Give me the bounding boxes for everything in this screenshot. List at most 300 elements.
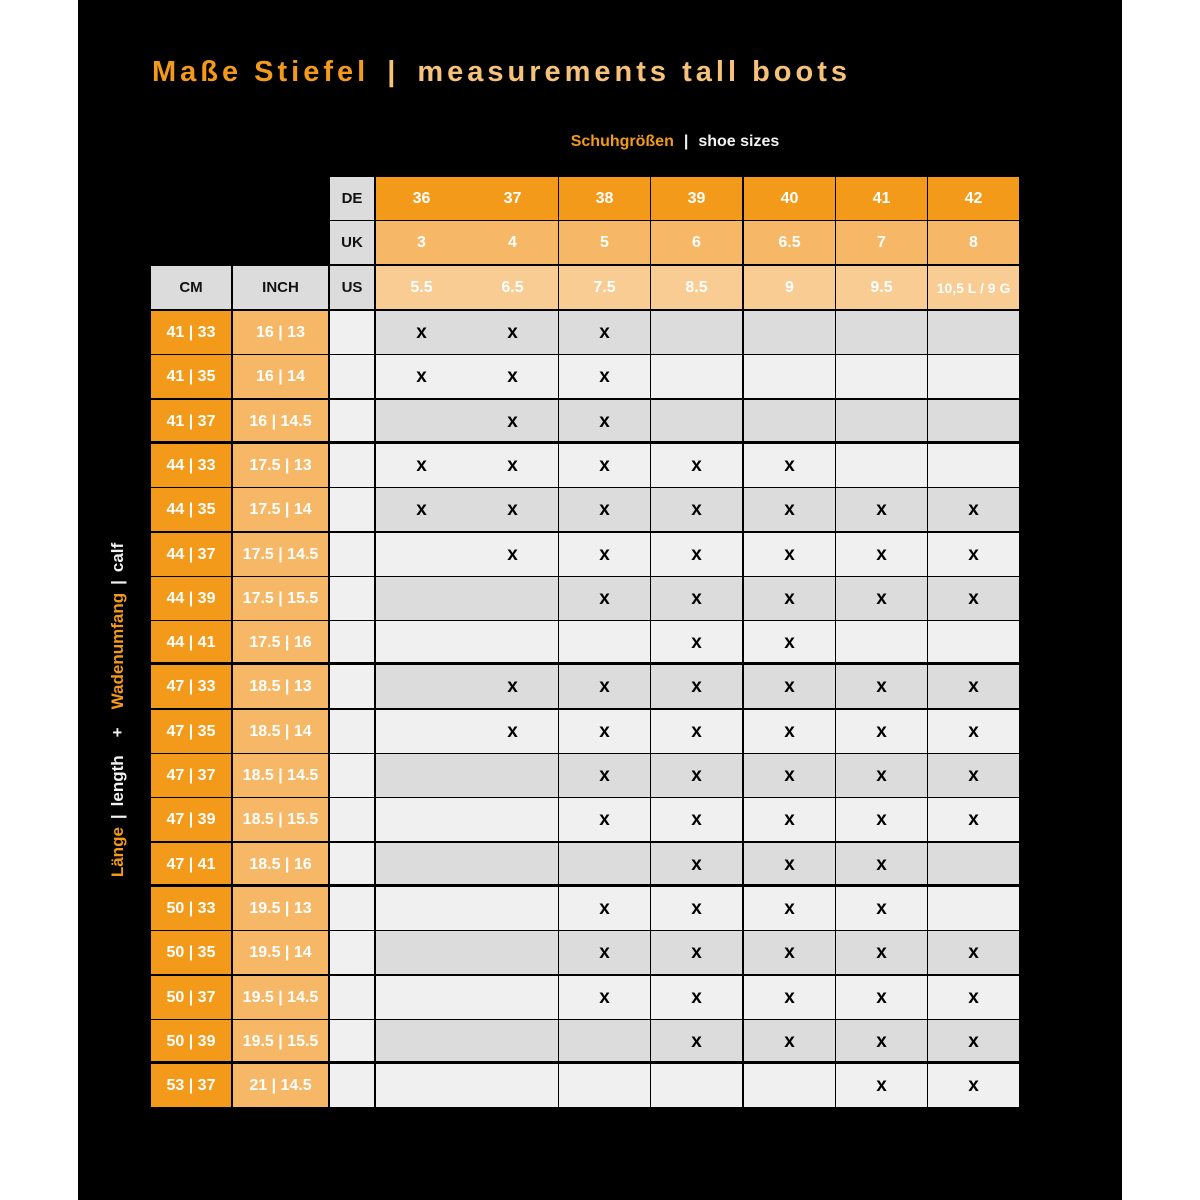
row-spacer-cell	[330, 798, 374, 841]
fit-mark: x	[968, 720, 979, 742]
fit-cell	[744, 754, 835, 797]
fit-cell	[744, 665, 835, 708]
fit-cell	[836, 355, 927, 398]
fit-cell	[651, 577, 742, 620]
fit-cell	[559, 444, 650, 487]
fit-mark: x	[599, 720, 610, 742]
shoe-sizes-german: Schuhgrößen	[570, 133, 674, 150]
fit-mark: x	[876, 897, 887, 919]
row-cm-value: 44 | 35	[151, 488, 231, 531]
fit-cell	[467, 754, 558, 797]
fit-cell	[559, 1020, 650, 1063]
row-spacer-cell	[330, 621, 374, 664]
fit-mark: x	[599, 321, 610, 343]
row-spacer-cell	[330, 843, 374, 886]
group-divider	[150, 441, 1021, 444]
fit-cell	[559, 488, 650, 531]
group-divider	[150, 662, 1021, 665]
fit-cell	[928, 400, 1019, 443]
fit-mark: x	[968, 543, 979, 565]
fit-cell	[376, 577, 467, 620]
fit-cell	[559, 887, 650, 930]
fit-cell	[928, 754, 1019, 797]
shoe-sizes-separator: |	[683, 133, 689, 150]
row-inch-value: 18.5 | 16	[233, 843, 328, 886]
fit-mark: x	[691, 986, 702, 1008]
row-inch-value: 19.5 | 14.5	[233, 976, 328, 1019]
fit-cell	[744, 577, 835, 620]
fit-mark: x	[784, 675, 795, 697]
fit-cell	[744, 843, 835, 886]
group-divider	[150, 1061, 1021, 1064]
fit-cell	[467, 665, 558, 708]
row-spacer-cell	[330, 931, 374, 974]
row-inch-value: 17.5 | 16	[233, 621, 328, 664]
fit-cell	[376, 798, 467, 841]
fit-mark: x	[876, 764, 887, 786]
fit-cell	[836, 931, 927, 974]
row-spacer-cell	[330, 488, 374, 531]
row-spacer-cell	[330, 887, 374, 930]
group-divider	[150, 884, 1021, 887]
de-size-2: 37	[467, 177, 558, 220]
fit-mark: x	[968, 986, 979, 1008]
fit-cell	[836, 710, 927, 753]
fit-cell	[928, 931, 1019, 974]
fit-cell	[651, 887, 742, 930]
fit-cell	[836, 488, 927, 531]
fit-mark: x	[784, 897, 795, 919]
fit-cell	[836, 754, 927, 797]
title-german: Maße Stiefel	[152, 56, 370, 88]
row-cm-value: 50 | 33	[151, 887, 231, 930]
fit-mark: x	[691, 853, 702, 875]
shoe-sizes-english: shoe sizes	[698, 133, 780, 150]
fit-cell	[467, 621, 558, 664]
fit-cell	[928, 355, 1019, 398]
de-header-label: DE	[330, 177, 374, 220]
row-cm-value: 41 | 33	[151, 311, 231, 354]
de-size-4: 39	[651, 177, 742, 220]
fit-mark: x	[876, 986, 887, 1008]
fit-mark: x	[968, 1030, 979, 1052]
fit-cell	[651, 355, 742, 398]
row-inch-value: 16 | 14.5	[233, 400, 328, 443]
row-inch-value: 18.5 | 13	[233, 665, 328, 708]
fit-cell	[744, 533, 835, 576]
fit-cell	[559, 1064, 650, 1107]
row-spacer-cell	[330, 444, 374, 487]
fit-cell	[744, 931, 835, 974]
row-cm-value: 50 | 35	[151, 931, 231, 974]
fit-mark: x	[691, 631, 702, 653]
fit-mark: x	[507, 321, 518, 343]
row-spacer-cell	[330, 400, 374, 443]
row-spacer-cell	[330, 710, 374, 753]
row-inch-value: 17.5 | 14.5	[233, 533, 328, 576]
fit-mark: x	[876, 720, 887, 742]
fit-mark: x	[876, 587, 887, 609]
fit-cell	[836, 1020, 927, 1063]
fit-cell	[928, 577, 1019, 620]
row-spacer-cell	[330, 1064, 374, 1107]
fit-mark: x	[784, 631, 795, 653]
fit-cell	[836, 621, 927, 664]
fit-mark: x	[691, 454, 702, 476]
side-label-separator-1: |	[108, 814, 127, 820]
fit-mark: x	[784, 720, 795, 742]
row-cm-value: 47 | 37	[151, 754, 231, 797]
fit-cell	[651, 488, 742, 531]
fit-cell	[467, 976, 558, 1019]
fit-mark: x	[876, 941, 887, 963]
row-spacer-cell	[330, 577, 374, 620]
fit-cell	[559, 754, 650, 797]
row-inch-value: 16 | 14	[233, 355, 328, 398]
fit-mark: x	[876, 853, 887, 875]
uk-size-5: 6.5	[744, 221, 835, 264]
fit-cell	[836, 311, 927, 354]
fit-mark: x	[507, 410, 518, 432]
fit-cell	[928, 1020, 1019, 1063]
fit-cell	[467, 444, 558, 487]
fit-mark: x	[784, 764, 795, 786]
fit-cell	[928, 843, 1019, 886]
row-inch-value: 19.5 | 13	[233, 887, 328, 930]
fit-cell	[559, 798, 650, 841]
fit-cell	[651, 798, 742, 841]
fit-mark: x	[507, 454, 518, 476]
fit-cell	[836, 400, 927, 443]
row-cm-value: 47 | 33	[151, 665, 231, 708]
fit-cell	[651, 931, 742, 974]
fit-cell	[928, 710, 1019, 753]
cm-header: CM	[151, 266, 231, 309]
fit-cell	[651, 1064, 742, 1107]
fit-mark: x	[599, 675, 610, 697]
fit-cell	[928, 887, 1019, 930]
fit-mark: x	[599, 365, 610, 387]
fit-mark: x	[876, 1074, 887, 1096]
fit-mark: x	[416, 454, 427, 476]
fit-cell	[376, 355, 467, 398]
fit-mark: x	[507, 365, 518, 387]
uk-size-4: 6	[651, 221, 742, 264]
row-spacer-cell	[330, 976, 374, 1019]
fit-cell	[651, 843, 742, 886]
row-cm-value: 50 | 37	[151, 976, 231, 1019]
fit-cell	[744, 621, 835, 664]
fit-cell	[559, 577, 650, 620]
us-size-5: 9	[744, 266, 835, 309]
row-cm-value: 41 | 37	[151, 400, 231, 443]
fit-cell	[376, 488, 467, 531]
us-size-3: 7.5	[559, 266, 650, 309]
side-label-laenge: Länge	[108, 827, 127, 878]
fit-cell	[467, 577, 558, 620]
fit-cell	[467, 798, 558, 841]
fit-cell	[928, 976, 1019, 1019]
fit-cell	[836, 577, 927, 620]
fit-mark: x	[876, 543, 887, 565]
fit-mark: x	[968, 808, 979, 830]
fit-cell	[467, 931, 558, 974]
fit-cell	[651, 1020, 742, 1063]
fit-cell	[376, 931, 467, 974]
uk-size-3: 5	[559, 221, 650, 264]
uk-size-1: 3	[376, 221, 467, 264]
fit-mark: x	[507, 675, 518, 697]
fit-cell	[744, 488, 835, 531]
fit-cell	[836, 798, 927, 841]
fit-cell	[928, 488, 1019, 531]
row-inch-value: 19.5 | 15.5	[233, 1020, 328, 1063]
fit-cell	[836, 665, 927, 708]
side-label-wadenumfang: Wadenumfang	[108, 592, 127, 710]
fit-cell	[467, 1020, 558, 1063]
fit-mark: x	[691, 941, 702, 963]
fit-mark: x	[876, 1030, 887, 1052]
row-cm-value: 47 | 41	[151, 843, 231, 886]
fit-cell	[467, 887, 558, 930]
fit-cell	[376, 311, 467, 354]
fit-cell	[836, 533, 927, 576]
fit-cell	[928, 533, 1019, 576]
row-inch-value: 18.5 | 15.5	[233, 798, 328, 841]
de-size-6: 41	[836, 177, 927, 220]
fit-mark: x	[968, 764, 979, 786]
fit-cell	[836, 444, 927, 487]
us-size-4: 8.5	[651, 266, 742, 309]
fit-mark: x	[876, 675, 887, 697]
fit-mark: x	[599, 410, 610, 432]
fit-mark: x	[599, 808, 610, 830]
fit-cell	[836, 887, 927, 930]
fit-cell	[928, 444, 1019, 487]
row-inch-value: 19.5 | 14	[233, 931, 328, 974]
us-size-2: 6.5	[467, 266, 558, 309]
fit-cell	[376, 887, 467, 930]
fit-cell	[744, 355, 835, 398]
fit-cell	[651, 754, 742, 797]
fit-cell	[928, 665, 1019, 708]
de-size-7: 42	[928, 177, 1019, 220]
fit-mark: x	[691, 1030, 702, 1052]
fit-cell	[744, 400, 835, 443]
inch-header: INCH	[233, 266, 328, 309]
fit-cell	[559, 355, 650, 398]
row-spacer-cell	[330, 754, 374, 797]
fit-mark: x	[784, 454, 795, 476]
row-spacer-cell	[330, 533, 374, 576]
fit-cell	[651, 665, 742, 708]
fit-cell	[559, 931, 650, 974]
fit-cell	[376, 665, 467, 708]
row-cm-value: 44 | 33	[151, 444, 231, 487]
fit-mark: x	[599, 543, 610, 565]
row-cm-value: 41 | 35	[151, 355, 231, 398]
row-cm-value: 50 | 39	[151, 1020, 231, 1063]
fit-cell	[376, 444, 467, 487]
fit-cell	[836, 976, 927, 1019]
us-header-label: US	[330, 266, 374, 309]
fit-cell	[467, 488, 558, 531]
row-inch-value: 18.5 | 14	[233, 710, 328, 753]
fit-mark: x	[691, 720, 702, 742]
fit-cell	[376, 976, 467, 1019]
fit-cell	[376, 533, 467, 576]
fit-cell	[651, 621, 742, 664]
row-spacer-cell	[330, 311, 374, 354]
fit-mark: x	[968, 498, 979, 520]
row-cm-value: 44 | 41	[151, 621, 231, 664]
de-size-5: 40	[744, 177, 835, 220]
fit-cell	[744, 1020, 835, 1063]
fit-cell	[928, 798, 1019, 841]
fit-mark: x	[691, 587, 702, 609]
fit-mark: x	[691, 764, 702, 786]
fit-cell	[559, 400, 650, 443]
uk-size-7: 8	[928, 221, 1019, 264]
fit-mark: x	[784, 1030, 795, 1052]
row-cm-value: 44 | 37	[151, 533, 231, 576]
fit-cell	[651, 710, 742, 753]
fit-cell	[744, 444, 835, 487]
fit-cell	[651, 444, 742, 487]
fit-cell	[559, 976, 650, 1019]
fit-mark: x	[507, 543, 518, 565]
row-inch-value: 18.5 | 14.5	[233, 754, 328, 797]
fit-cell	[467, 311, 558, 354]
side-label-length: length	[108, 755, 127, 807]
fit-mark: x	[416, 365, 427, 387]
fit-mark: x	[599, 764, 610, 786]
fit-mark: x	[416, 321, 427, 343]
fit-mark: x	[691, 897, 702, 919]
fit-cell	[376, 400, 467, 443]
fit-mark: x	[599, 454, 610, 476]
us-size-6: 9.5	[836, 266, 927, 309]
fit-cell	[559, 843, 650, 886]
fit-mark: x	[691, 675, 702, 697]
fit-cell	[559, 533, 650, 576]
row-inch-value: 17.5 | 15.5	[233, 577, 328, 620]
fit-cell	[376, 621, 467, 664]
fit-cell	[651, 976, 742, 1019]
fit-cell	[559, 710, 650, 753]
row-spacer-cell	[330, 1020, 374, 1063]
fit-mark: x	[784, 543, 795, 565]
fit-cell	[744, 887, 835, 930]
fit-mark: x	[599, 587, 610, 609]
fit-cell	[376, 1020, 467, 1063]
row-inch-value: 21 | 14.5	[233, 1064, 328, 1107]
fit-cell	[467, 355, 558, 398]
fit-cell	[651, 311, 742, 354]
row-inch-value: 16 | 13	[233, 311, 328, 354]
fit-mark: x	[784, 808, 795, 830]
row-spacer-cell	[330, 355, 374, 398]
de-size-3: 38	[559, 177, 650, 220]
side-label-plus: +	[108, 727, 127, 738]
fit-mark: x	[691, 543, 702, 565]
fit-cell	[744, 976, 835, 1019]
fit-mark: x	[507, 498, 518, 520]
us-size-1: 5.5	[376, 266, 467, 309]
fit-cell	[744, 1064, 835, 1107]
side-label-separator-2: |	[108, 580, 127, 585]
fit-cell	[559, 665, 650, 708]
fit-cell	[376, 843, 467, 886]
row-cm-value: 47 | 39	[151, 798, 231, 841]
fit-mark: x	[784, 498, 795, 520]
fit-cell	[836, 1064, 927, 1107]
uk-header-label: UK	[330, 221, 374, 264]
row-cm-value: 53 | 37	[151, 1064, 231, 1107]
fit-cell	[467, 843, 558, 886]
fit-mark: x	[599, 498, 610, 520]
fit-cell	[376, 710, 467, 753]
de-size-1: 36	[376, 177, 467, 220]
fit-cell	[376, 1064, 467, 1107]
uk-size-2: 4	[467, 221, 558, 264]
fit-mark: x	[784, 853, 795, 875]
fit-cell	[559, 621, 650, 664]
fit-cell	[928, 1064, 1019, 1107]
fit-mark: x	[784, 986, 795, 1008]
fit-cell	[467, 710, 558, 753]
fit-mark: x	[691, 808, 702, 830]
row-inch-value: 17.5 | 14	[233, 488, 328, 531]
fit-mark: x	[968, 941, 979, 963]
row-cm-value: 47 | 35	[151, 710, 231, 753]
fit-cell	[376, 754, 467, 797]
fit-cell	[651, 400, 742, 443]
fit-cell	[928, 311, 1019, 354]
fit-mark: x	[599, 897, 610, 919]
fit-cell	[836, 843, 927, 886]
fit-mark: x	[416, 498, 427, 520]
fit-mark: x	[507, 720, 518, 742]
fit-mark: x	[876, 498, 887, 520]
fit-mark: x	[968, 1074, 979, 1096]
fit-mark: x	[599, 941, 610, 963]
fit-mark: x	[968, 675, 979, 697]
fit-cell	[467, 1064, 558, 1107]
fit-cell	[744, 710, 835, 753]
fit-mark: x	[599, 986, 610, 1008]
fit-cell	[928, 621, 1019, 664]
side-label-calf: calf	[108, 542, 127, 573]
us-size-7: 10,5 L / 9 G	[928, 266, 1019, 309]
fit-cell	[744, 311, 835, 354]
title-english: measurements tall boots	[417, 56, 851, 88]
row-spacer-cell	[330, 665, 374, 708]
fit-cell	[467, 533, 558, 576]
fit-mark: x	[784, 587, 795, 609]
fit-mark: x	[876, 808, 887, 830]
fit-mark: x	[968, 587, 979, 609]
fit-cell	[651, 533, 742, 576]
title-separator: |	[387, 56, 400, 88]
row-cm-value: 44 | 39	[151, 577, 231, 620]
fit-cell	[744, 798, 835, 841]
row-inch-value: 17.5 | 13	[233, 444, 328, 487]
uk-size-6: 7	[836, 221, 927, 264]
fit-cell	[559, 311, 650, 354]
fit-mark: x	[691, 498, 702, 520]
fit-mark: x	[784, 941, 795, 963]
